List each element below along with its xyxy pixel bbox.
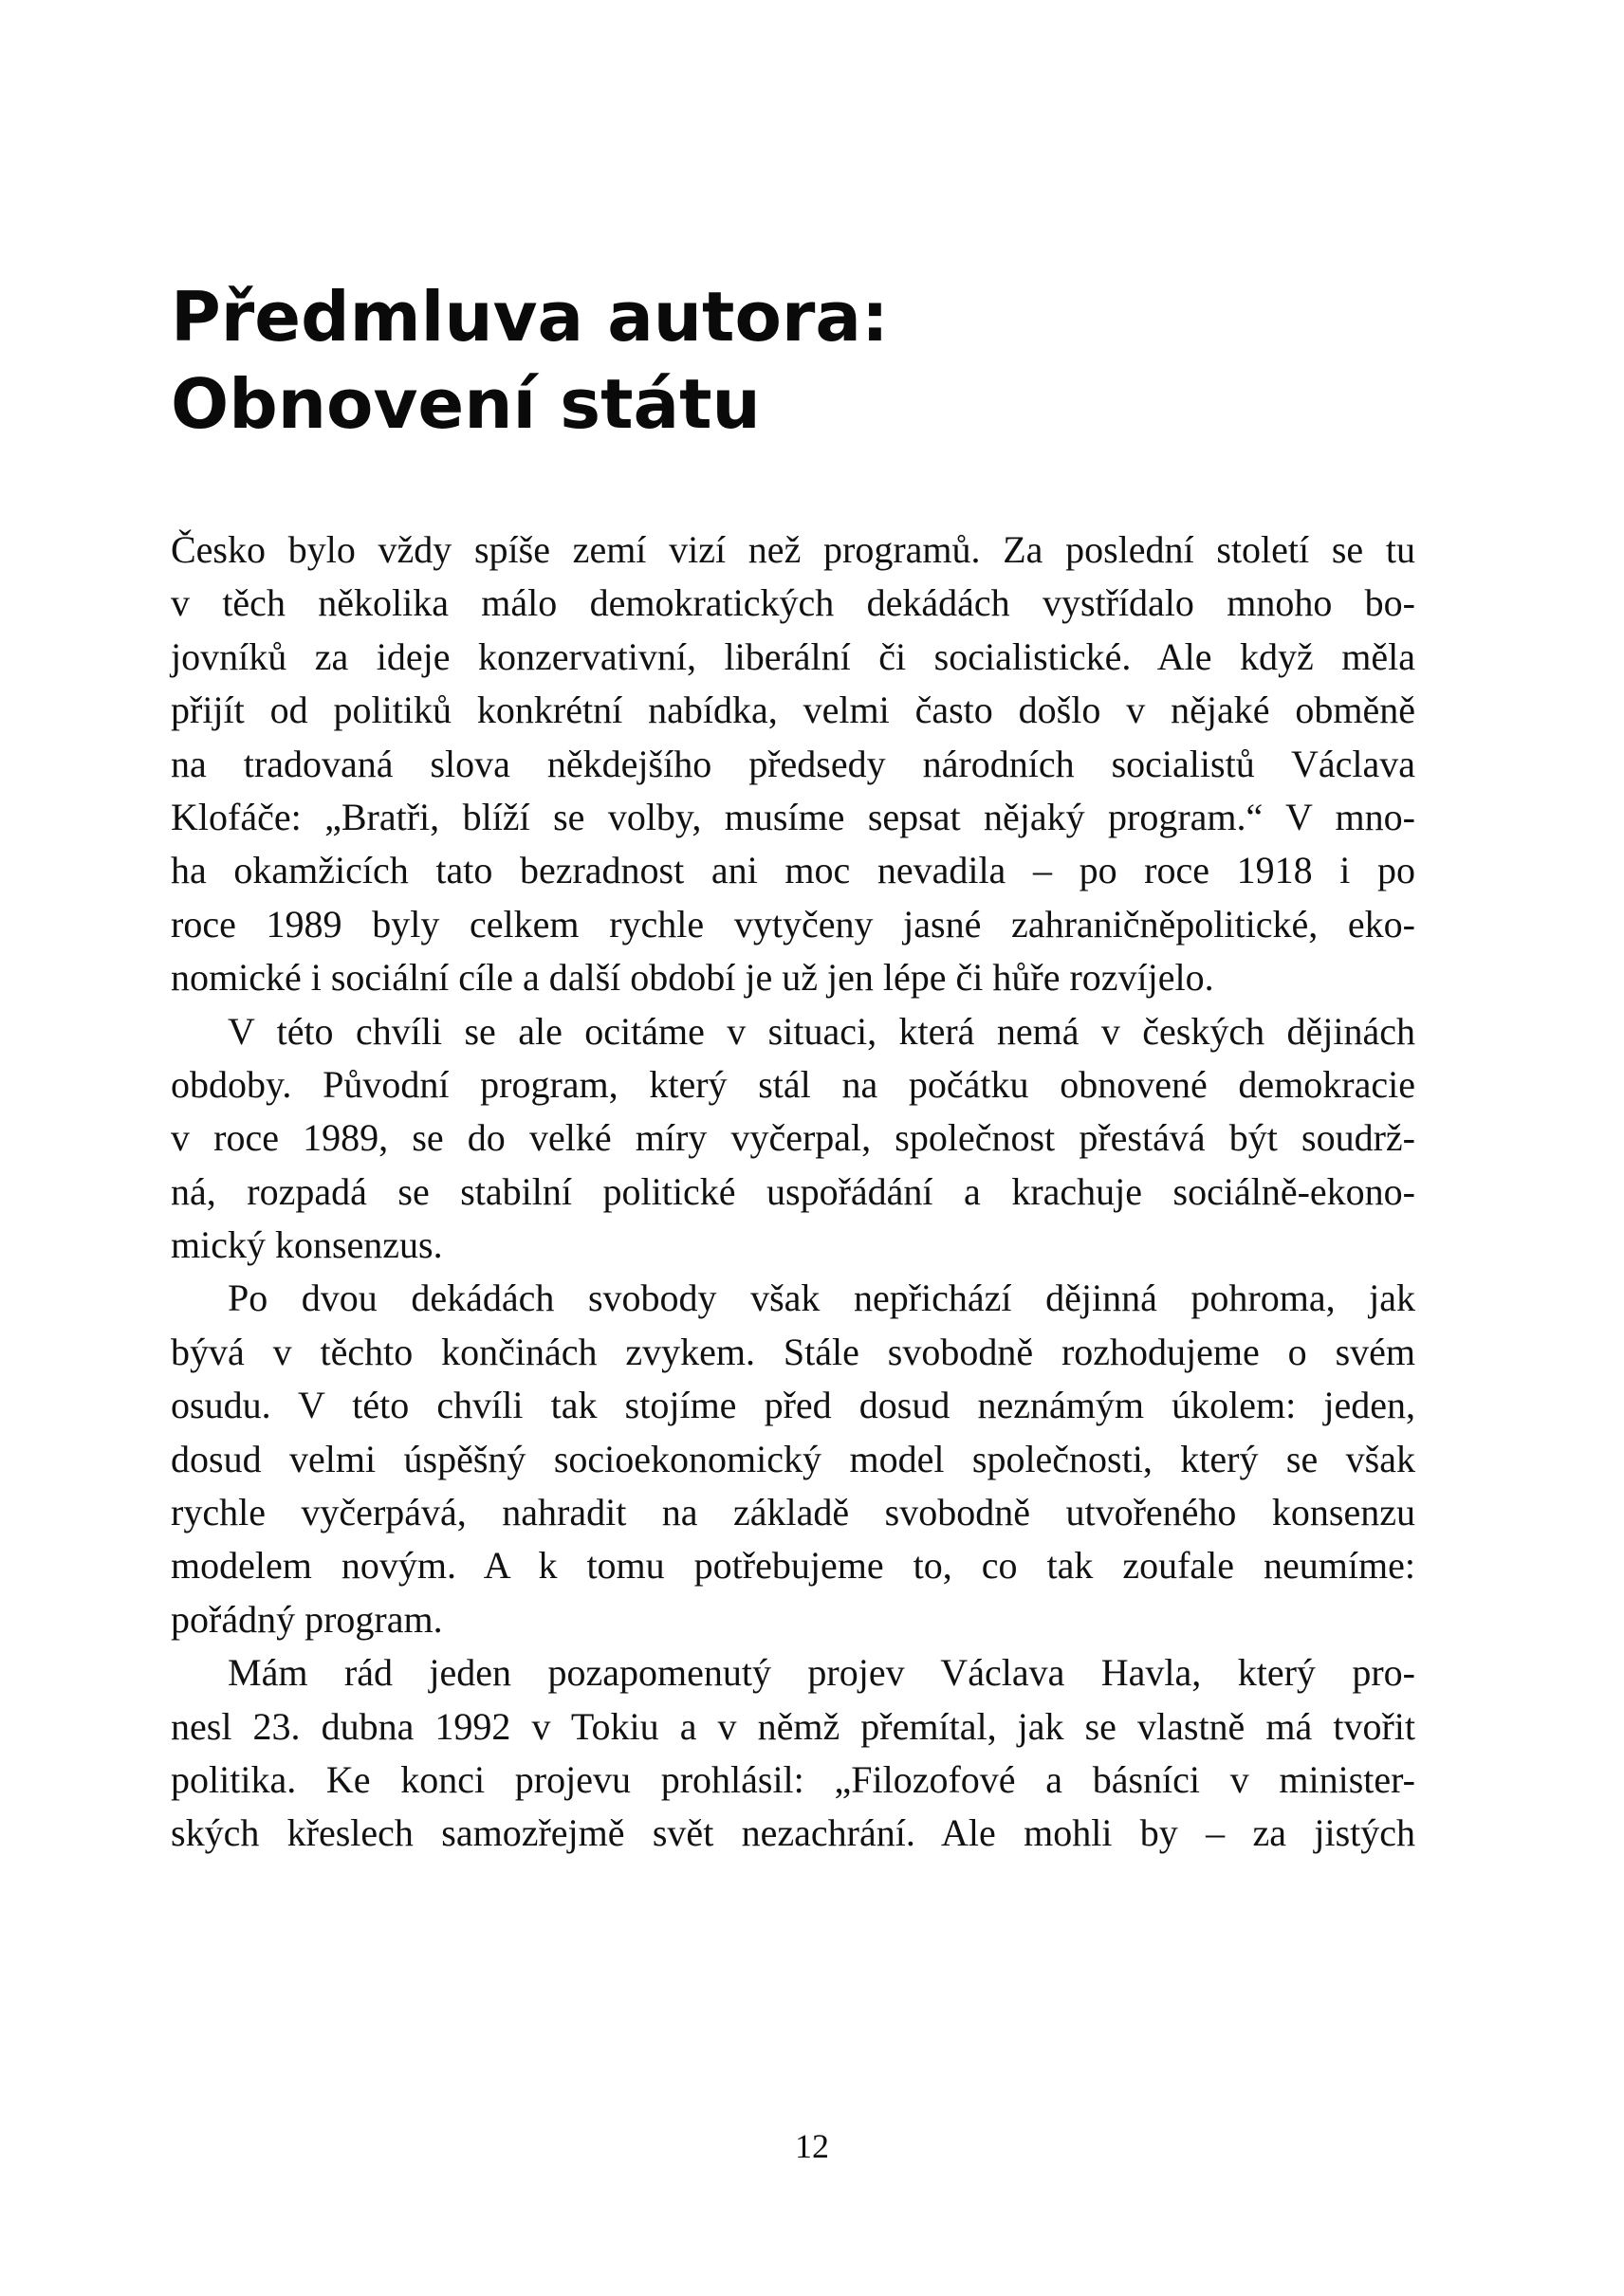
text-line: Po dvou dekádách svobody však nepřichází dějinná pohroma, jak [228, 1277, 1415, 1320]
text-line: pořádný program. [171, 1597, 443, 1641]
text-line: obdoby. Původní program, který stál na počátku obnovené demokracie [171, 1062, 1415, 1106]
text-line: na tradovaná slova někdejšího předsedy národních socialistů Václava [171, 742, 1415, 785]
text-line: ských křeslech samozřejmě svět nezachrání. Ale mohli by – za jistých [171, 1811, 1415, 1855]
text-line: jovníků za ideje konzervativní, liberální či socialistické. Ale když měla [171, 634, 1415, 678]
text-line: přijít od politiků konkrétní nabídka, velmi často došlo v nějaké obměně [171, 689, 1415, 732]
text-line: osudu. V této chvíli tak stojíme před dosud neznámým úkolem: jeden, [171, 1384, 1415, 1427]
text-line: nesl 23. dubna 1992 v Tokiu a v němž přemítal, jak se vlastně má tvořit [171, 1704, 1415, 1748]
text-line: ha okamžicích tato bezradnost ani moc nevadila – po roce 1918 i po [171, 849, 1415, 892]
text-line: modelem novým. A k tomu potřebujeme to, co tak zoufale neumíme: [171, 1544, 1415, 1588]
chapter-title [171, 273, 1404, 448]
text-line: Klofáče: „Bratři, blíží se volby, musíme sepsat nějaký program.“ V mno- [171, 795, 1415, 838]
text-line: dosud velmi úspěšný socioekonomický model společnosti, který se však [171, 1437, 1415, 1480]
text-line: v těch několika málo demokratických dekádách vystřídalo mnoho bo- [171, 581, 1415, 625]
page-number: 12 [795, 2127, 829, 2165]
body-text [171, 523, 1415, 1861]
text-line: Česko bylo vždy spíše zemí vizí než programů. Za poslední století se tu [171, 528, 1415, 571]
text-line: roce 1989 byly celkem rychle vytyčeny jasné zahraničněpolitické, eko- [171, 902, 1415, 946]
text-line: v roce 1989, se do velké míry vyčerpal, společnost přestává být soudrž- [171, 1116, 1415, 1160]
text-line: politika. Ke konci projevu prohlásil: „Filozofové a básníci v minister- [171, 1757, 1415, 1801]
text-line: Mám rád jeden pozapomenutý projev Václava Havla, který pro- [228, 1651, 1415, 1695]
text-line: bývá v těchto končinách zvykem. Stále svobodně rozhodujeme o svém [171, 1330, 1415, 1373]
text-line: rychle vyčerpává, nahradit na základě svobodně utvořeného konsenzu [171, 1491, 1415, 1534]
text-line: ná, rozpadá se stabilní politické uspořádání a krachuje sociálně-ekono- [171, 1169, 1415, 1213]
chapter-title-line-1: Předmluva autora: [171, 277, 889, 357]
text-line: V této chvíli se ale ocitáme v situaci, která nemá v českých dějinách [228, 1009, 1415, 1053]
text-line: mický konsenzus. [171, 1223, 443, 1267]
chapter-title-line-2: Obnovení státu [171, 364, 761, 444]
text-line: nomické i sociální cíle a další období je už jen lépe či hůře rozvíjelo. [171, 956, 1214, 1000]
